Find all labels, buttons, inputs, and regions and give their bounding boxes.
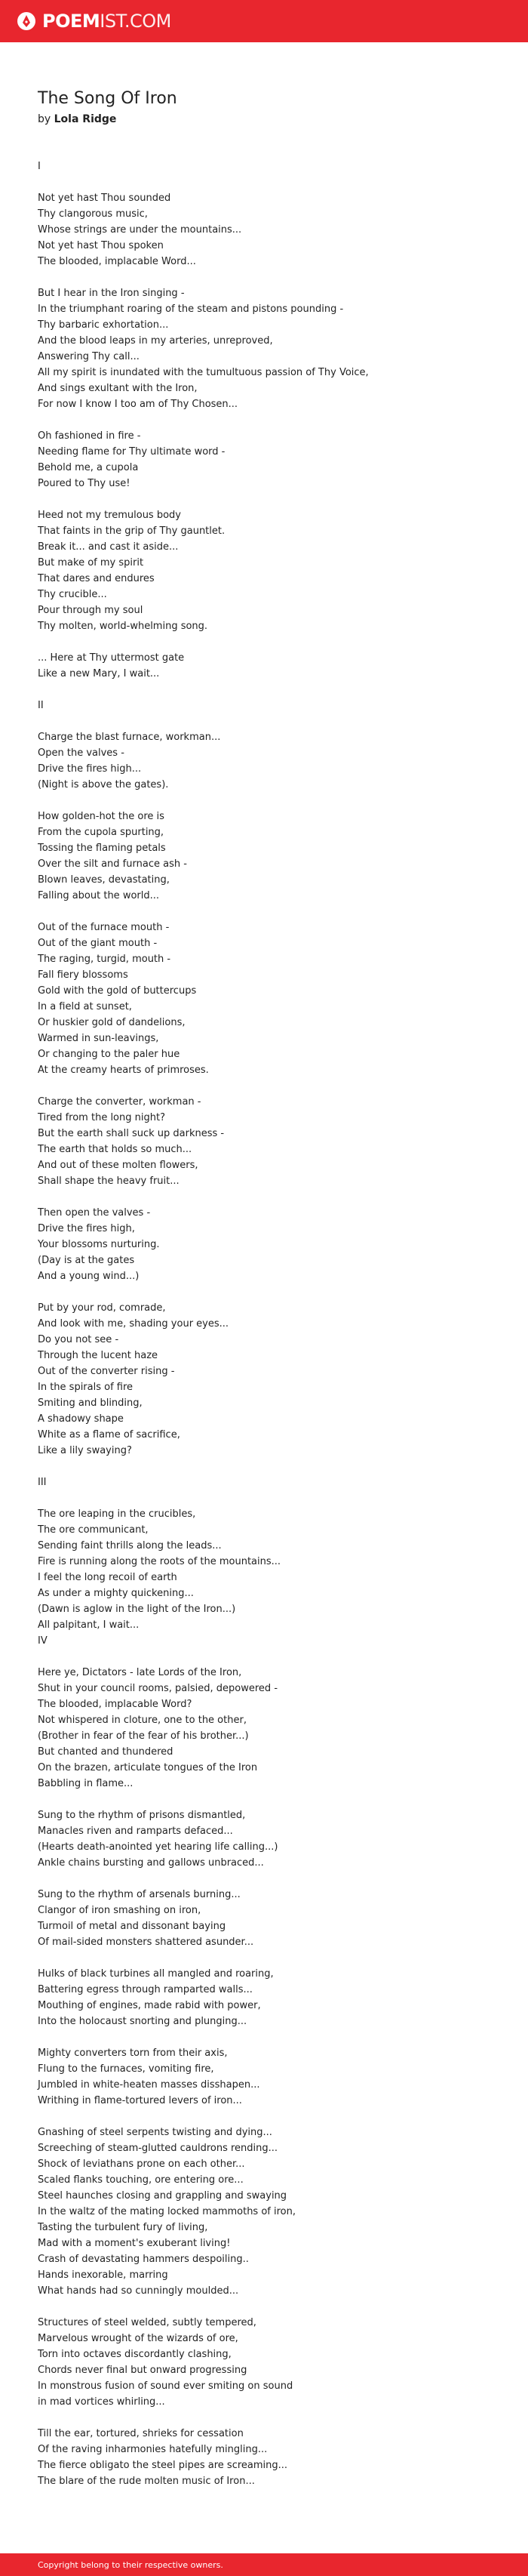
poem-line: Break it... and cast it aside... (38, 541, 179, 553)
poem-line: In the triumphant roaring of the steam and pistons pounding - (38, 304, 344, 315)
stanza-break (38, 793, 490, 809)
poem-line: Shut in your council rooms, palsied, depowered - (38, 1683, 278, 1694)
poem-line: Like a new Mary, I wait... (38, 668, 160, 679)
poem-line: I (38, 161, 41, 172)
poem-line: Put by your rod, comrade, (38, 1302, 166, 1314)
poem-line: Fall fiery blossoms (38, 969, 128, 981)
logo-bold-text: POEM (42, 11, 100, 32)
stanza-break (38, 904, 490, 920)
poem-line: Steel haunches closing and grappling and swaying (38, 2190, 287, 2202)
poem-line: Manacles riven and ramparts defaced... (38, 1826, 233, 1837)
poem-line: The ore leaping in the crucibles, (38, 1508, 196, 1520)
poem-body (38, 159, 490, 2489)
poem-line: From the cupola spurting, (38, 827, 164, 838)
poem-line: For now I know I too am of Thy Chosen... (38, 399, 238, 410)
stanza-break (38, 412, 490, 428)
stanza-break (38, 1649, 490, 1665)
poem-line: Screeching of steam-glutted cauldrons rending... (38, 2143, 278, 2154)
poem-line: The earth that holds so much... (38, 1144, 192, 1155)
poem-line: Into the holocaust snorting and plunging... (38, 2016, 247, 2027)
poem-line: All palpitant, I wait... (38, 1619, 140, 1631)
stanza-break (38, 1871, 490, 1887)
poem-line: In the waltz of the mating locked mammoths of iron, (38, 2206, 296, 2217)
stanza-break (38, 1189, 490, 1205)
poem-line: Gold with the gold of buttercups (38, 985, 197, 997)
byline (38, 112, 490, 127)
copyright-text: Copyright belong to their respective owners. (38, 2559, 223, 2570)
poem-line: Whose strings are under the mountains... (38, 224, 242, 236)
stanza-break (38, 1078, 490, 1094)
poem-line: As under a mighty quickening... (38, 1588, 194, 1599)
poem-line: Shall shape the heavy fruit... (38, 1176, 180, 1187)
poem-title: The Song Of Iron (38, 89, 177, 108)
poem-line: The blooded, implacable Word... (38, 256, 196, 267)
poem-line: Like a lily swaying? (38, 1445, 132, 1456)
poem-line: Mouthing of engines, made rabid with power, (38, 2000, 261, 2011)
poem-line: Charge the converter, workman - (38, 1096, 201, 1108)
poem-line: In monstrous fusion of sound ever smiting on sound (38, 2380, 293, 2392)
poem-line: Warmed in sun-leavings, (38, 1033, 159, 1044)
poem-line: But I hear in the Iron singing - (38, 288, 185, 299)
poem-line: All my spirit is inundated with the tumultuous passion of Thy Voice, (38, 367, 369, 378)
poem-line: Not whispered in cloture, one to the other, (38, 1715, 247, 1726)
stanza-break (38, 174, 490, 190)
poem-line: Then open the valves - (38, 1207, 151, 1219)
poem-line: But chanted and thundered (38, 1746, 173, 1758)
poem-line: Ankle chains bursting and gallows unbraced... (38, 1857, 264, 1869)
poem-line: At the creamy hearts of primroses. (38, 1065, 209, 1076)
poem-line: Through the lucent haze (38, 1350, 158, 1361)
poem-line: Gnashing of steel serpents twisting and dying... (38, 2127, 272, 2138)
stanza-break (38, 2410, 490, 2426)
stanza-break (38, 1950, 490, 1966)
poem-line: In a field at sunset, (38, 1001, 132, 1012)
stanza-break (38, 713, 490, 729)
stanza-break (38, 2109, 490, 2125)
poem-line: Hands inexorable, marring (38, 2269, 168, 2281)
poem-line: The blare of the rude molten music of Iron... (38, 2476, 255, 2487)
stanza-break (38, 634, 490, 650)
poem-line: Sung to the rhythm of arsenals burning... (38, 1889, 241, 1900)
poem-line: Oh fashioned in fire - (38, 430, 141, 442)
poem-line: Answering Thy call... (38, 351, 140, 362)
poem-line: A shadowy shape (38, 1413, 124, 1425)
site-logo[interactable] (42, 12, 171, 30)
poem-line: What hands had so cunningly moulded... (38, 2285, 239, 2297)
poem-line: (Hearts death-anointed yet hearing life calling...) (38, 1841, 278, 1853)
poem-line: The raging, turgid, mouth - (38, 954, 171, 965)
poem-line: Turmoil of metal and dissonant baying (38, 1921, 226, 1932)
poem-line: Tasting the turbulent fury of living, (38, 2222, 208, 2233)
poem-line: Not yet hast Thou spoken (38, 240, 164, 251)
poem-line: The ore communicant, (38, 1524, 149, 1536)
poem-line: Till the ear, tortured, shrieks for cessation (38, 2428, 244, 2439)
poem-line: Mad with a moment's exuberant living! (38, 2238, 231, 2249)
poem-line: Here ye, Dictators - late Lords of the Iron, (38, 1667, 242, 1678)
poem-line: (Night is above the gates). (38, 779, 169, 790)
poem-line: But the earth shall suck up darkness - (38, 1128, 225, 1139)
poem-line: But make of my spirit (38, 557, 144, 569)
stanza-break (38, 1792, 490, 1807)
poem-line: Out of the giant mouth - (38, 938, 158, 949)
poem-line: Writhing in flame-tortured levers of iron... (38, 2095, 242, 2106)
poem-line: Babbling in flame... (38, 1778, 134, 1789)
poem-line: And look with me, shading your eyes... (38, 1318, 229, 1330)
poem-line: Of the raving inharmonies hatefully mingling... (38, 2444, 268, 2455)
poem-line: in mad vortices whirling... (38, 2396, 165, 2408)
site-footer (0, 2553, 528, 2576)
poem-line: Scaled flanks touching, ore entering ore... (38, 2174, 244, 2186)
poem-line: And out of these molten flowers, (38, 1160, 198, 1171)
poem-line: Of mail-sided monsters shattered asunder... (38, 1937, 254, 1948)
stanza-break (38, 682, 490, 698)
stanza-break (38, 2299, 490, 2315)
by-label: by (38, 113, 51, 125)
author-link[interactable]: Lola Ridge (54, 113, 117, 125)
poem-line: The blooded, implacable Word? (38, 1699, 192, 1710)
stanza-break (38, 491, 490, 507)
poem-line: (Brother in fear of the fear of his brother...) (38, 1730, 249, 1742)
poem-line: Drive the fires high, (38, 1223, 135, 1234)
poem-line: Thy molten, world-whelming song. (38, 621, 208, 632)
poem-line: Structures of steel welded, subtly tempered, (38, 2317, 256, 2328)
poem-line: How golden-hot the ore is (38, 811, 164, 822)
poem-line: Falling about the world... (38, 890, 160, 901)
poem-line: Clangor of iron smashing on iron, (38, 1905, 201, 1916)
poem-line: Chords never final but onward progressing (38, 2365, 247, 2376)
poem-line: Behold me, a cupola (38, 462, 139, 473)
poem-line: And the blood leaps in my arteries, unreproved, (38, 335, 273, 347)
poem-line: (Dawn is aglow in the light of the Iron...) (38, 1604, 236, 1615)
poem-line: Sending faint thrills along the leads... (38, 1540, 222, 1551)
poem-line: White as a flame of sacrifice, (38, 1429, 180, 1441)
poem-line: Shock of leviathans prone on each other... (38, 2158, 245, 2170)
poem-line: II (38, 700, 44, 711)
poem-line: On the brazen, articulate tongues of the Iron (38, 1762, 258, 1773)
poem-line: Do you not see - (38, 1334, 119, 1345)
poem-line: Thy barbaric exhortation... (38, 319, 169, 331)
poem-line: Out of the furnace mouth - (38, 922, 170, 933)
stanza-break (38, 1490, 490, 1506)
logo-light-text: IST.COM (100, 11, 171, 32)
poem-line: Hulks of black turbines all mangled and roaring, (38, 1968, 274, 1980)
poem-line: Fire is running along the roots of the mountains... (38, 1556, 281, 1567)
poem-content (0, 42, 528, 2489)
site-header (0, 0, 528, 42)
poem-line: Tossing the flaming petals (38, 843, 166, 854)
poem-line: Over the silt and furnace ash - (38, 858, 187, 870)
poem-line: Mighty converters torn from their axis, (38, 2048, 228, 2059)
poem-line: Crash of devastating hammers despoiling.. (38, 2254, 249, 2265)
pen-nib-icon[interactable] (17, 11, 36, 31)
poem-line: Blown leaves, devastating, (38, 874, 170, 886)
poem-line: Sung to the rhythm of prisons dismantled, (38, 1810, 246, 1821)
poem-line: Torn into octaves discordantly clashing, (38, 2349, 232, 2360)
poem-line: Marvelous wrought of the wizards of ore, (38, 2333, 238, 2344)
stanza-break (38, 270, 490, 285)
poem-line: The fierce obligato the steel pipes are screaming... (38, 2460, 288, 2471)
poem-line: And sings exultant with the Iron, (38, 383, 198, 394)
poem-line: Drive the fires high... (38, 763, 142, 775)
poem-line: Thy clangorous music, (38, 208, 148, 220)
poem-line: IV (38, 1635, 48, 1647)
stanza-break (38, 1284, 490, 1300)
stanza-break (38, 2029, 490, 2045)
poem-line: That dares and endures (38, 573, 155, 584)
poem-line: Not yet hast Thou sounded (38, 193, 171, 204)
poem-line: Smiting and blinding, (38, 1397, 143, 1409)
poem-line: Poured to Thy use! (38, 478, 130, 489)
poem-line: Pour through my soul (38, 605, 143, 616)
poem-line: (Day is at the gates (38, 1255, 135, 1266)
poem-line: Jumbled in white-heaten masses disshapen... (38, 2079, 260, 2091)
poem-line: Tired from the long night? (38, 1112, 165, 1123)
poem-line: Battering egress through ramparted walls... (38, 1984, 253, 1995)
poem-line: III (38, 1477, 47, 1488)
poem-line: Flung to the furnaces, vomiting fire, (38, 2063, 214, 2075)
poem-line: Or huskier gold of dandelions, (38, 1017, 186, 1028)
poem-line: Your blossoms nurturing. (38, 1239, 160, 1250)
poem-line: I feel the long recoil of earth (38, 1572, 177, 1583)
poem-line: Open the valves - (38, 747, 124, 759)
poem-line: Or changing to the paler hue (38, 1049, 180, 1060)
poem-line: And a young wind...) (38, 1271, 140, 1282)
poem-line: Charge the blast furnace, workman... (38, 732, 221, 743)
stanza-break (38, 1459, 490, 1474)
poem-line: ... Here at Thy uttermost gate (38, 652, 185, 664)
poem-line: In the spirals of fire (38, 1382, 134, 1393)
poem-line: Out of the converter rising - (38, 1366, 175, 1377)
poem-line: That faints in the grip of Thy gauntlet. (38, 525, 226, 537)
poem-line: Heed not my tremulous body (38, 510, 181, 521)
poem-line: Needing flame for Thy ultimate word - (38, 446, 226, 458)
poem-line: Thy crucible... (38, 589, 107, 600)
